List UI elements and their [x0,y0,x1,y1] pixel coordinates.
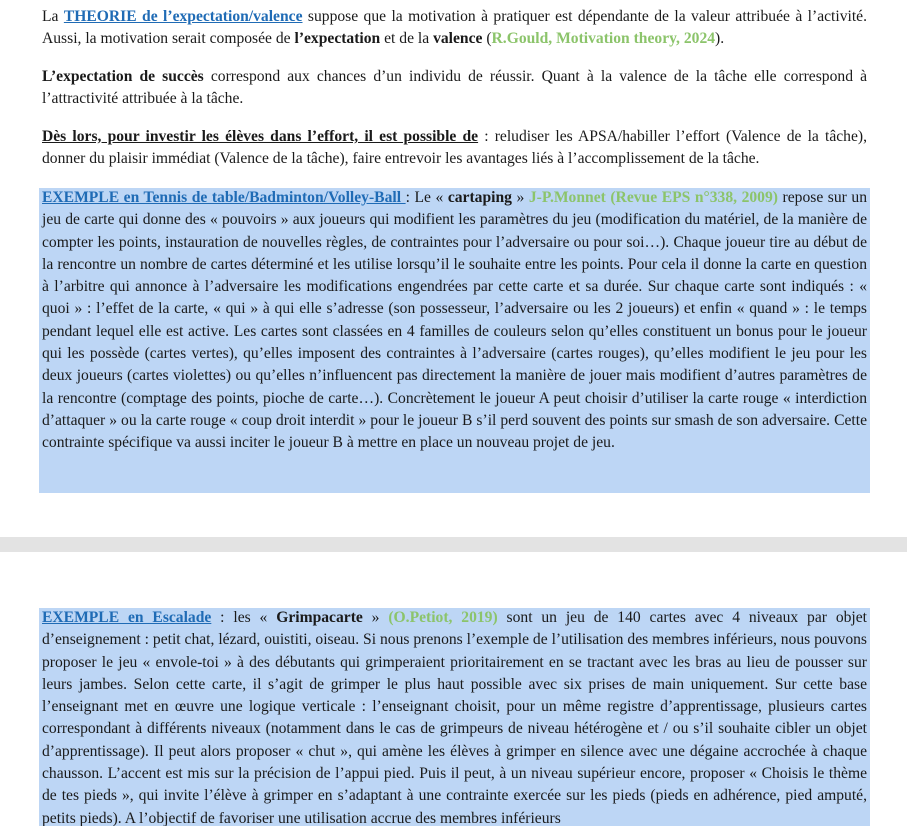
text: La [42,8,64,25]
citation: J-P.Monnet (Revue EPS n°338, 2009) [528,189,778,206]
page-2 [0,552,907,826]
bold-term: Grimpacarte [276,609,363,626]
text: correspond aux chances d’un individu de réussir. Quant à la valence de la tâche elle correspond à l’attractivité attribuée à la tâche. [42,68,868,108]
text: : Le « [405,189,448,206]
text: ( [482,30,492,48]
bold-term: cartaping [447,189,512,206]
page-gap [0,537,907,552]
text: sont un jeu de 140 cartes avec 4 niveaux par objet d’enseignement : petit chat, lézard, ouistiti, oiseau. Si nous prenons l’exemple de l’utilisation des membres inférieurs, nous pouvons proposer le jeu « envole-toi » à des débutants qui grimperaient prioritairement en se tractant avec les bras au lieu de pousser sur leurs jambes. Selon cette carte, il s’agit de grimper le plus haut possible avec six prises de main uniquement. Sur cette base l’enseignant met en œuvre une logique verticale : l’enseignant choisit, pour un même registre d’apprentissage, plusieurs cartes correspondant à différents niveaux (notamment dans le cas de grimpeurs de niveau hétérogène et / ou s’il souhaite cibler un objet d’apprentissage). Il peut alors proposer « chut », qui amène les élèves à grimper en silence avec une dégaine accrochée à chaque chausson. L’accent est mis sur la précision de l’appui pied. Puis il peut, à un niveau supérieur encore, proposer « Choisis le thème de tes pieds », qui invite l’élève à grimper en s’adaptant à une contrainte exercée sur les pieds (pieds en adhérence, pied amputé, petits pieds). A l’objectif de favoriser une utilisation accrue des membres inférieurs [42,609,868,826]
text: ). [715,30,725,48]
cartaping-example [42,187,867,455]
text: suppose que la motivation à pratiquer est dépendante de la valeur attribuée à l’activité. Aussi, la motivation serait composée de [42,8,867,48]
citation: (O.Petiot, 2019) [388,609,498,626]
text: » [362,609,389,626]
expectation-paragraph [42,66,867,111]
example-link-escalade[interactable]: EXEMPLE en Escalade [42,609,212,626]
text: » [511,189,529,206]
example-link-tennis[interactable]: EXEMPLE en Tennis de table/Badminton/Volley-Ball [42,189,406,206]
bold-term: valence [433,30,483,48]
text: : reludiser les APSA/habiller l’effort (Valence de la tâche), donner du plaisir immédiat (Valence de la tâche), faire entrevoir les avantages liés à l’accomplissement de la tâche. [42,128,867,168]
theory-paragraph [42,6,867,51]
underlined-lead: Dès lors, pour investir les élèves dans l’effort, il est possible de [42,128,479,145]
grimpacarte-example [42,607,867,826]
bold-term: l’expectation [294,30,381,48]
text: : les « [211,609,277,626]
theory-link[interactable]: THEORIE de l’expectation/valence [63,8,303,25]
citation: R.Gould, Motivation theory, 2024 [491,30,716,48]
text: repose sur un jeu de carte qui donne des « pouvoirs » aux joueurs qui modifient les paramètres du jeu (modification du matériel, de la manière de compter les points, instauration de nouvelles règles, de contraintes pour l’adversaire ou pour soi…). Chaque joueur tire au début de la rencontre un nombre de cartes déterminé et les utilise lorsqu’il le souhaite entre les points. Pour cela il donne la carte en question à l’arbitre qui annonce à l’adversaire les modifications engendrées par cette carte et sa durée. Sur chaque carte sont indiqués : « quoi » : l’effet de la carte, « qui » à qui elle s’adresse (son possesseur, l’adversaire ou les 2 joueurs) et enfin « quand » : le temps pendant lequel elle est active. Les cartes sont classées en 4 familles de couleurs selon qu’elles constituent un bonus pour le joueur qui les possède (cartes vertes), qu’elles imposent des contraintes à l’adversaire (cartes rouges), qu’elles modifient le jeu pour les deux joueurs (cartes violettes) ou qu’elles n’influencent pas directement la manière de jouer mais modifient d’autres paramètres de la rencontre (comptage des points, pioche de carte…). Concrètement le joueur A peut choisir d’utiliser la carte rouge « interdiction d’attaquer » ou la carte rouge « coup droit interdit » pour le joueur B s’il perd souvent des points sur smash de son adversaire. Cette contrainte spécifique va aussi inciter le joueur B à mettre en place un nouveau projet de jeu. [42,189,867,452]
strategy-paragraph [42,126,867,171]
bold-term: L’expectation de succès [42,68,204,85]
text: et de la [380,30,434,48]
